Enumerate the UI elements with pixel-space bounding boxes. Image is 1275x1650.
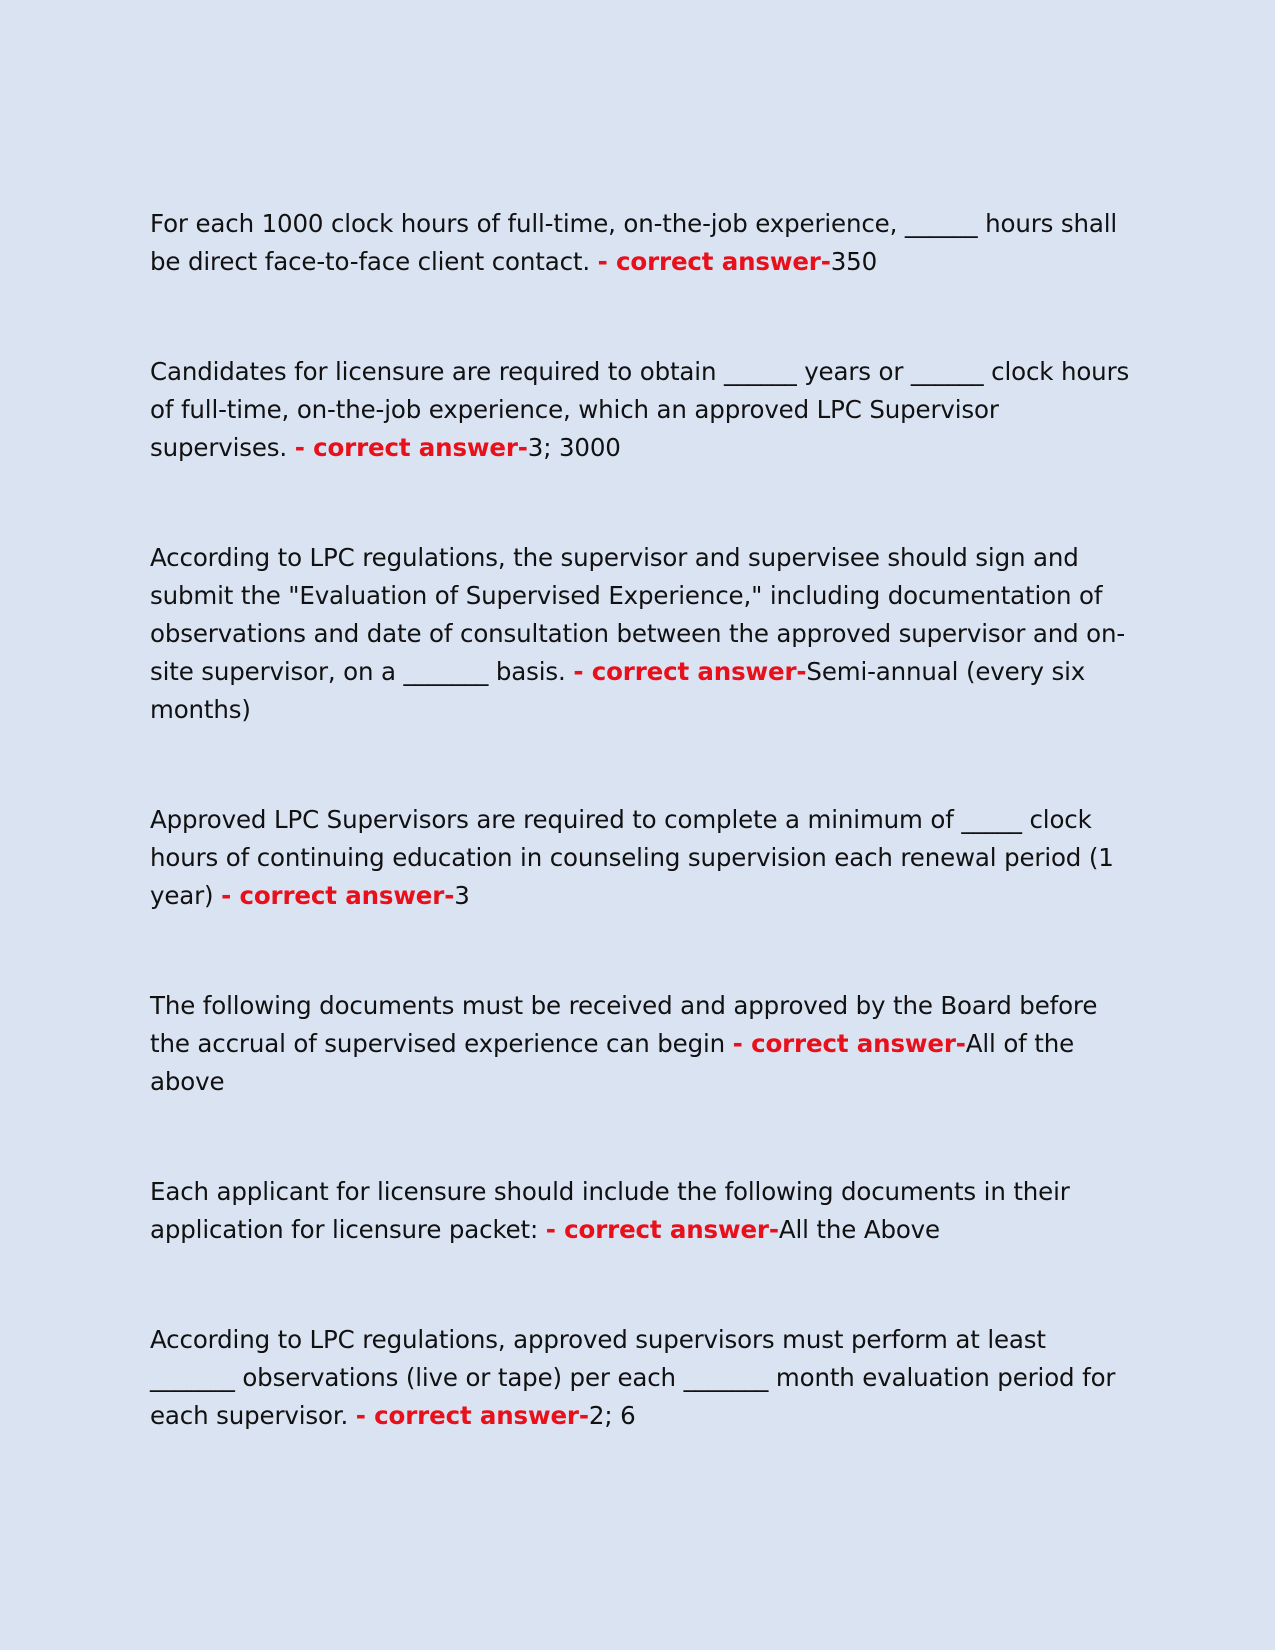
correct-answer-marker: - correct answer- [597,247,831,276]
question-text: Approved LPC Supervisors are required to complete a minimum of _____ clock hours of continuing education in counseling supervision each renewal period (1 year) [150,805,1114,910]
qa-item [150,987,1130,1101]
answer-text: All of the above [150,1029,1075,1096]
qa-item [150,205,1130,281]
answer-text: 350 [830,247,878,276]
question-text: Each applicant for licensure should include the following documents in their application for licensure packet: [150,1177,1070,1244]
answer-text: 3; 3000 [527,433,621,462]
correct-answer-marker: - correct answer- [545,1215,779,1244]
question-text: For each 1000 clock hours of full-time, on-the-job experience, ______ hours shall be direct face-to-face client contact. [150,209,1118,276]
question-text: The following documents must be received and approved by the Board before the accrual of supervised experience can begin [150,991,1098,1058]
qa-item [150,1321,1130,1435]
answer-text: 2; 6 [588,1401,636,1430]
document-page [150,205,1130,1435]
answer-text: All the Above [778,1215,940,1244]
correct-answer-marker: - correct answer- [355,1401,589,1430]
qa-item [150,353,1130,467]
question-text: Candidates for licensure are required to obtain ______ years or ______ clock hours of full-time, on-the-job experience, which an approved LPC Supervisor supervises. [150,357,1130,462]
answer-text: Semi-annual (every six months) [150,657,1086,724]
correct-answer-marker: - correct answer- [573,657,807,686]
qa-item [150,801,1130,915]
correct-answer-marker: - correct answer- [294,433,528,462]
correct-answer-marker: - correct answer- [732,1029,966,1058]
question-text: According to LPC regulations, approved supervisors must perform at least _______ observations (live or tape) per each _______ month evaluation period for each supervisor. [150,1325,1116,1430]
qa-item [150,1173,1130,1249]
correct-answer-marker: - correct answer- [221,881,455,910]
question-text: According to LPC regulations, the supervisor and supervisee should sign and submit the "Evaluation of Supervised Experience," including documentation of observations and date of consultation between the approved supervisor and on-site supervisor, on a _______ basis. [150,543,1126,686]
qa-item [150,539,1130,729]
answer-text: 3 [454,881,470,910]
